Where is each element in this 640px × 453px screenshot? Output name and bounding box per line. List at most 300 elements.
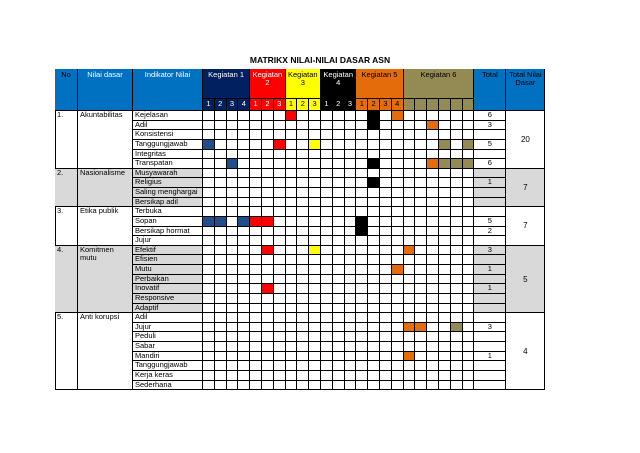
matrix-cell	[333, 178, 345, 188]
matrix-cell	[238, 332, 250, 342]
matrix-cell	[333, 121, 345, 131]
indicator-label: Terbuka	[133, 207, 203, 217]
matrix-cell	[463, 246, 475, 256]
mark-black	[356, 227, 368, 237]
matrix-cell	[238, 275, 250, 285]
matrix-cell	[227, 342, 239, 352]
matrix-cell	[392, 178, 404, 188]
matrix-cell	[321, 169, 333, 179]
matrix-cell	[309, 381, 321, 391]
matrix-cell	[297, 381, 309, 391]
matrix-cell	[427, 323, 439, 333]
matrix-cell	[368, 198, 380, 208]
matrix-cell	[297, 198, 309, 208]
matrix-cell	[309, 361, 321, 371]
kegiatan-5-header: Kegiatan 5	[356, 69, 403, 99]
matrix-cell	[356, 159, 368, 169]
matrix-cell	[215, 246, 227, 256]
indicator-total	[474, 371, 506, 381]
matrix-cell	[309, 265, 321, 275]
matrix-cell	[321, 313, 333, 323]
matrix-cell	[415, 188, 427, 198]
matrix-cell	[250, 294, 262, 304]
matrix-cell	[227, 332, 239, 342]
matrix-cell	[463, 352, 475, 362]
matrix-cell	[345, 121, 357, 131]
mark-orange	[415, 323, 427, 333]
matrix-cell	[463, 130, 475, 140]
mark-yellow	[309, 140, 321, 150]
matrix-cell	[427, 294, 439, 304]
matrix-cell	[250, 332, 262, 342]
matrix-cell	[286, 332, 298, 342]
matrix-cell	[451, 140, 463, 150]
matrix-cell	[286, 284, 298, 294]
matrix-cell	[380, 313, 392, 323]
matrix-cell	[262, 361, 274, 371]
matrix-cell	[321, 371, 333, 381]
indicator-total: 1	[474, 284, 506, 294]
matrix-cell	[380, 111, 392, 121]
matrix-cell	[368, 150, 380, 160]
indicator-total: 3	[474, 323, 506, 333]
matrix-cell	[427, 150, 439, 160]
matrix-cell	[404, 332, 416, 342]
matrix-cell	[345, 284, 357, 294]
indicator-total	[474, 313, 506, 323]
indicator-label: Adil	[133, 313, 203, 323]
matrix-cell	[309, 198, 321, 208]
matrix-cell	[392, 236, 404, 246]
indicator-label: Tanggungjawab	[133, 361, 203, 371]
matrix-cell	[368, 227, 380, 237]
matrix-cell	[297, 140, 309, 150]
matrix-cell	[286, 255, 298, 265]
matrix-cell	[262, 342, 274, 352]
matrix-cell	[203, 198, 215, 208]
matrix-cell	[297, 332, 309, 342]
matrix-cell	[238, 169, 250, 179]
matrix-cell	[451, 121, 463, 131]
mark-orange	[404, 323, 416, 333]
matrix-cell	[274, 275, 286, 285]
matrix-cell	[345, 227, 357, 237]
indicator-label: Musyawarah	[133, 169, 203, 179]
matrix-cell	[451, 361, 463, 371]
mark-orange	[404, 246, 416, 256]
matrix-cell	[404, 275, 416, 285]
mark-black	[368, 178, 380, 188]
matrix-cell	[238, 150, 250, 160]
matrix-cell	[427, 111, 439, 121]
matrix-cell	[286, 207, 298, 217]
matrix-cell	[356, 178, 368, 188]
matrix-cell	[297, 304, 309, 314]
matrix-cell	[321, 361, 333, 371]
matrix-cell	[227, 371, 239, 381]
matrix-cell	[333, 255, 345, 265]
mark-navy	[215, 217, 227, 227]
matrix-cell	[321, 304, 333, 314]
mark-orange	[404, 352, 416, 362]
indicator-total	[474, 169, 506, 179]
matrix-cell	[309, 130, 321, 140]
matrix-cell	[262, 294, 274, 304]
matrix-cell	[274, 313, 286, 323]
matrix-cell	[345, 371, 357, 381]
matrix-cell	[368, 304, 380, 314]
matrix-cell	[297, 111, 309, 121]
matrix-cell	[321, 323, 333, 333]
matrix-cell	[297, 169, 309, 179]
matrix-cell	[286, 150, 298, 160]
matrix-cell	[238, 198, 250, 208]
matrix-cell	[345, 304, 357, 314]
matrix-cell	[392, 361, 404, 371]
matrix-cell	[368, 265, 380, 275]
matrix-cell	[380, 255, 392, 265]
mark-yellow	[309, 246, 321, 256]
matrix-cell	[415, 140, 427, 150]
mark-olive	[439, 159, 451, 169]
matrix-cell	[321, 342, 333, 352]
matrix-cell	[333, 275, 345, 285]
matrix-cell	[297, 294, 309, 304]
mark-red	[262, 246, 274, 256]
matrix-cell	[439, 361, 451, 371]
matrix-cell	[262, 140, 274, 150]
indicator-label: Jujur	[133, 236, 203, 246]
header-total: Total	[474, 69, 506, 111]
matrix-cell	[380, 140, 392, 150]
matrix-cell	[321, 159, 333, 169]
matrix-cell	[451, 265, 463, 275]
matrix-cell	[392, 332, 404, 342]
header-nilai-dasar: Nilai dasar	[78, 69, 133, 111]
matrix-cell	[415, 265, 427, 275]
indicator-label: Responsive	[133, 294, 203, 304]
matrix-cell	[250, 275, 262, 285]
group-no: 1.	[55, 111, 78, 169]
kegiatan-1-sub-2: 2	[215, 99, 227, 111]
matrix-cell	[309, 150, 321, 160]
matrix-cell	[203, 265, 215, 275]
matrix-cell	[404, 150, 416, 160]
mark-red	[250, 217, 262, 227]
matrix-cell	[427, 275, 439, 285]
indicator-label: Sederhana	[133, 381, 203, 391]
matrix-cell	[309, 313, 321, 323]
matrix-cell	[333, 198, 345, 208]
matrix-cell	[463, 371, 475, 381]
matrix-cell	[404, 198, 416, 208]
matrix-cell	[415, 217, 427, 227]
matrix-cell	[297, 227, 309, 237]
indicator-label: Peduli	[133, 332, 203, 342]
matrix-cell	[274, 255, 286, 265]
header-no: No	[55, 69, 78, 111]
matrix-cell	[404, 188, 416, 198]
kegiatan-2-sub-2: 2	[262, 99, 274, 111]
indicator-total	[474, 255, 506, 265]
matrix-cell	[309, 323, 321, 333]
matrix-cell	[238, 111, 250, 121]
matrix-cell	[297, 159, 309, 169]
matrix-cell	[356, 371, 368, 381]
matrix-cell	[297, 130, 309, 140]
matrix-cell	[250, 255, 262, 265]
matrix-cell	[238, 313, 250, 323]
matrix-cell	[274, 188, 286, 198]
indicator-total: 2	[474, 227, 506, 237]
matrix-cell	[215, 275, 227, 285]
matrix-cell	[345, 294, 357, 304]
matrix-cell	[356, 207, 368, 217]
matrix-cell	[427, 188, 439, 198]
indicator-label: Mandiri	[133, 352, 203, 362]
matrix-cell	[439, 381, 451, 391]
matrix-cell	[451, 150, 463, 160]
mark-olive	[451, 323, 463, 333]
matrix-cell	[392, 169, 404, 179]
matrix-cell	[262, 352, 274, 362]
matrix-cell	[380, 371, 392, 381]
matrix-cell	[415, 207, 427, 217]
matrix-cell	[392, 188, 404, 198]
matrix-cell	[415, 198, 427, 208]
matrix-cell	[203, 342, 215, 352]
matrix-cell	[321, 188, 333, 198]
matrix-cell	[380, 150, 392, 160]
matrix-cell	[227, 275, 239, 285]
matrix-cell	[227, 130, 239, 140]
mark-olive	[463, 140, 475, 150]
matrix-cell	[345, 188, 357, 198]
matrix-cell	[368, 169, 380, 179]
matrix-cell	[427, 371, 439, 381]
indicator-label: Sopan	[133, 217, 203, 227]
matrix-cell	[321, 265, 333, 275]
matrix-cell	[250, 371, 262, 381]
kegiatan-3-header: Kegiatan 3	[286, 69, 321, 99]
matrix-cell	[392, 246, 404, 256]
mark-navy	[238, 217, 250, 227]
matrix-cell	[368, 381, 380, 391]
matrix-cell	[404, 236, 416, 246]
matrix-cell	[203, 361, 215, 371]
matrix-cell	[439, 121, 451, 131]
matrix-cell	[368, 361, 380, 371]
matrix-cell	[250, 323, 262, 333]
group-no: 2.	[55, 169, 78, 208]
matrix-cell	[380, 188, 392, 198]
matrix-cell	[415, 275, 427, 285]
group-name: Anti korupsi	[78, 313, 133, 390]
matrix-cell	[238, 265, 250, 275]
matrix-cell	[215, 342, 227, 352]
matrix-cell	[392, 121, 404, 131]
matrix-cell	[227, 304, 239, 314]
indicator-label: Perbaikan	[133, 275, 203, 285]
matrix-cell	[333, 140, 345, 150]
matrix-cell	[451, 207, 463, 217]
indicator-label: Mutu	[133, 265, 203, 275]
matrix-cell	[238, 130, 250, 140]
matrix-cell	[203, 332, 215, 342]
matrix-cell	[451, 371, 463, 381]
matrix-cell	[238, 352, 250, 362]
matrix-cell	[321, 255, 333, 265]
matrix-cell	[380, 246, 392, 256]
matrix-cell	[215, 198, 227, 208]
kegiatan-3-sub-3: 3	[309, 99, 321, 111]
matrix-cell	[451, 198, 463, 208]
matrix-cell	[368, 255, 380, 265]
matrix-cell	[356, 188, 368, 198]
matrix-cell	[227, 284, 239, 294]
matrix-cell	[345, 342, 357, 352]
matrix-cell	[309, 217, 321, 227]
matrix-cell	[286, 313, 298, 323]
document-title: MATRIKX NILAI-NILAI DASAR ASN	[249, 55, 391, 65]
matrix-cell	[451, 255, 463, 265]
matrix-cell	[333, 188, 345, 198]
matrix-cell	[333, 361, 345, 371]
matrix-cell	[451, 294, 463, 304]
matrix-cell	[274, 342, 286, 352]
matrix-cell	[215, 111, 227, 121]
matrix-cell	[345, 140, 357, 150]
matrix-cell	[274, 236, 286, 246]
matrix-cell	[356, 361, 368, 371]
matrix-cell	[262, 381, 274, 391]
matrix-cell	[250, 352, 262, 362]
matrix-cell	[380, 294, 392, 304]
matrix-cell	[274, 304, 286, 314]
matrix-cell	[404, 284, 416, 294]
matrix-cell	[333, 265, 345, 275]
matrix-cell	[203, 111, 215, 121]
matrix-cell	[415, 255, 427, 265]
matrix-cell	[286, 178, 298, 188]
matrix-cell	[286, 361, 298, 371]
matrix-cell	[286, 246, 298, 256]
matrix-cell	[439, 111, 451, 121]
mark-red	[274, 140, 286, 150]
matrix-cell	[250, 381, 262, 391]
matrix-cell	[286, 236, 298, 246]
matrix-cell	[463, 217, 475, 227]
matrix-cell	[427, 198, 439, 208]
matrix-cell	[392, 352, 404, 362]
matrix-cell	[215, 121, 227, 131]
kegiatan-5-sub-1: 1	[356, 99, 368, 111]
matrix-cell	[203, 304, 215, 314]
matrix-cell	[215, 236, 227, 246]
group-total-nilai: 7	[506, 169, 545, 208]
indicator-label: Bersikap hormat	[133, 227, 203, 237]
matrix-cell	[356, 130, 368, 140]
matrix-cell	[380, 121, 392, 131]
kegiatan-6-sub-4	[439, 99, 451, 111]
matrix-cell	[380, 227, 392, 237]
matrix-cell	[356, 111, 368, 121]
matrix-cell	[297, 207, 309, 217]
matrix-cell	[274, 265, 286, 275]
matrix-cell	[227, 121, 239, 131]
matrix-cell	[333, 111, 345, 121]
matrix-cell	[404, 121, 416, 131]
matrix-cell	[404, 304, 416, 314]
matrix-cell	[250, 150, 262, 160]
matrix-cell	[321, 227, 333, 237]
matrix-cell	[356, 150, 368, 160]
matrix-cell	[439, 294, 451, 304]
matrix-cell	[333, 323, 345, 333]
matrix-cell	[439, 150, 451, 160]
matrix-cell	[380, 352, 392, 362]
matrix-cell	[227, 150, 239, 160]
matrix-cell	[380, 275, 392, 285]
matrix-cell	[286, 159, 298, 169]
matrix-cell	[274, 323, 286, 333]
matrix-cell	[380, 130, 392, 140]
matrix-cell	[451, 217, 463, 227]
matrix-cell	[404, 265, 416, 275]
matrix-cell	[427, 265, 439, 275]
matrix-cell	[392, 159, 404, 169]
matrix-cell	[439, 198, 451, 208]
mark-orange	[392, 111, 404, 121]
matrix-cell	[297, 352, 309, 362]
matrix-cell	[451, 352, 463, 362]
matrix-cell	[404, 361, 416, 371]
mark-orange	[392, 265, 404, 275]
kegiatan-5-sub-4: 4	[392, 99, 404, 111]
matrix-cell	[309, 188, 321, 198]
kegiatan-1-sub-4: 4	[238, 99, 250, 111]
matrix-cell	[215, 255, 227, 265]
matrix-cell	[262, 323, 274, 333]
matrix-cell	[297, 188, 309, 198]
matrix-cell	[451, 246, 463, 256]
matrix-cell	[238, 255, 250, 265]
matrix-cell	[309, 284, 321, 294]
matrix-cell	[427, 352, 439, 362]
matrix-cell	[356, 313, 368, 323]
matrix-cell	[262, 236, 274, 246]
matrix-cell	[345, 178, 357, 188]
matrix-cell	[345, 236, 357, 246]
matrix-cell	[227, 169, 239, 179]
mark-black	[368, 121, 380, 131]
matrix-cell	[227, 381, 239, 391]
matrix-cell	[392, 294, 404, 304]
matrix-cell	[427, 236, 439, 246]
mark-black	[356, 217, 368, 227]
matrix-cell	[345, 313, 357, 323]
matrix-cell	[404, 294, 416, 304]
kegiatan-3-sub-2: 2	[297, 99, 309, 111]
matrix-cell	[333, 381, 345, 391]
matrix-cell	[345, 111, 357, 121]
matrix-cell	[286, 121, 298, 131]
matrix-cell	[262, 121, 274, 131]
matrix-cell	[463, 284, 475, 294]
indicator-total: 3	[474, 246, 506, 256]
indicator-total	[474, 275, 506, 285]
matrix-cell	[345, 265, 357, 275]
